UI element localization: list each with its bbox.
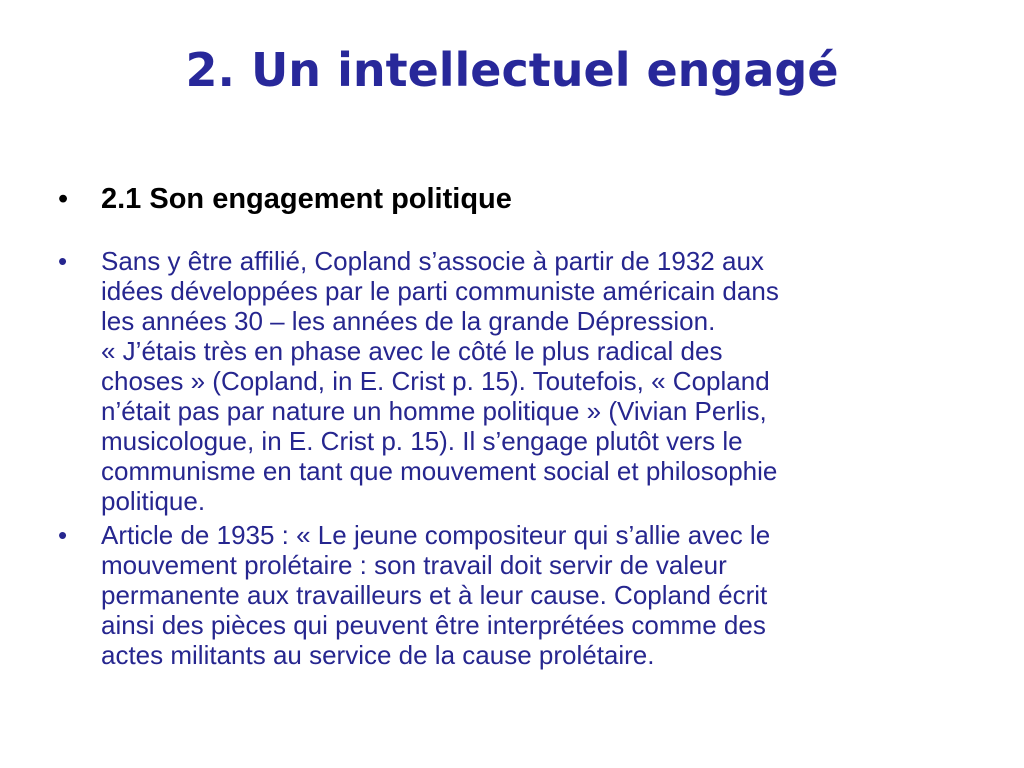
paragraph-line: communisme en tant que mouvement social et philosophie <box>101 456 778 486</box>
paragraph-line: mouvement prolétaire : son travail doit servir de valeur <box>101 550 727 580</box>
slide-title: 2. Un intellectuel engagé <box>185 43 839 97</box>
paragraph-line: « J’étais très en phase avec le côté le plus radical des <box>101 336 723 366</box>
paragraph-line: Sans y être affilié, Copland s’associe à partir de 1932 aux <box>101 246 764 276</box>
bullet-marker: • <box>58 183 69 215</box>
paragraph-line: Article de 1935 : « Le jeune compositeur qui s’allie avec le <box>101 520 771 550</box>
paragraph-line: idées développées par le parti communiste américain dans <box>101 276 779 306</box>
bullet-list <box>58 182 1008 674</box>
bullet-marker: • <box>58 520 68 550</box>
paragraph-line: actes militants au service de la cause prolétaire. <box>101 640 655 670</box>
bullet-marker: • <box>58 246 68 276</box>
paragraph-line: politique. <box>101 486 206 516</box>
paragraph-line: musicologue, in E. Crist p. 15). Il s’engage plutôt vers le <box>101 426 743 456</box>
paragraph-line: ainsi des pièces qui peuvent être interprétées comme des <box>101 610 766 640</box>
paragraph-line: permanente aux travailleurs et à leur cause. Copland écrit <box>101 580 768 610</box>
bullet-paragraph-1 <box>58 246 1008 516</box>
bullet-paragraph-2 <box>58 520 1008 670</box>
paragraph-line: choses » (Copland, in E. Crist p. 15). Toutefois, « Copland <box>101 366 770 396</box>
bullet-heading <box>58 182 1008 216</box>
paragraph-line: les années 30 – les années de la grande Dépression. <box>101 306 716 336</box>
paragraph-line: n’était pas par nature un homme politique » (Vivian Perlis, <box>101 396 767 426</box>
bullet-heading-text: 2.1 Son engagement politique <box>101 183 512 215</box>
